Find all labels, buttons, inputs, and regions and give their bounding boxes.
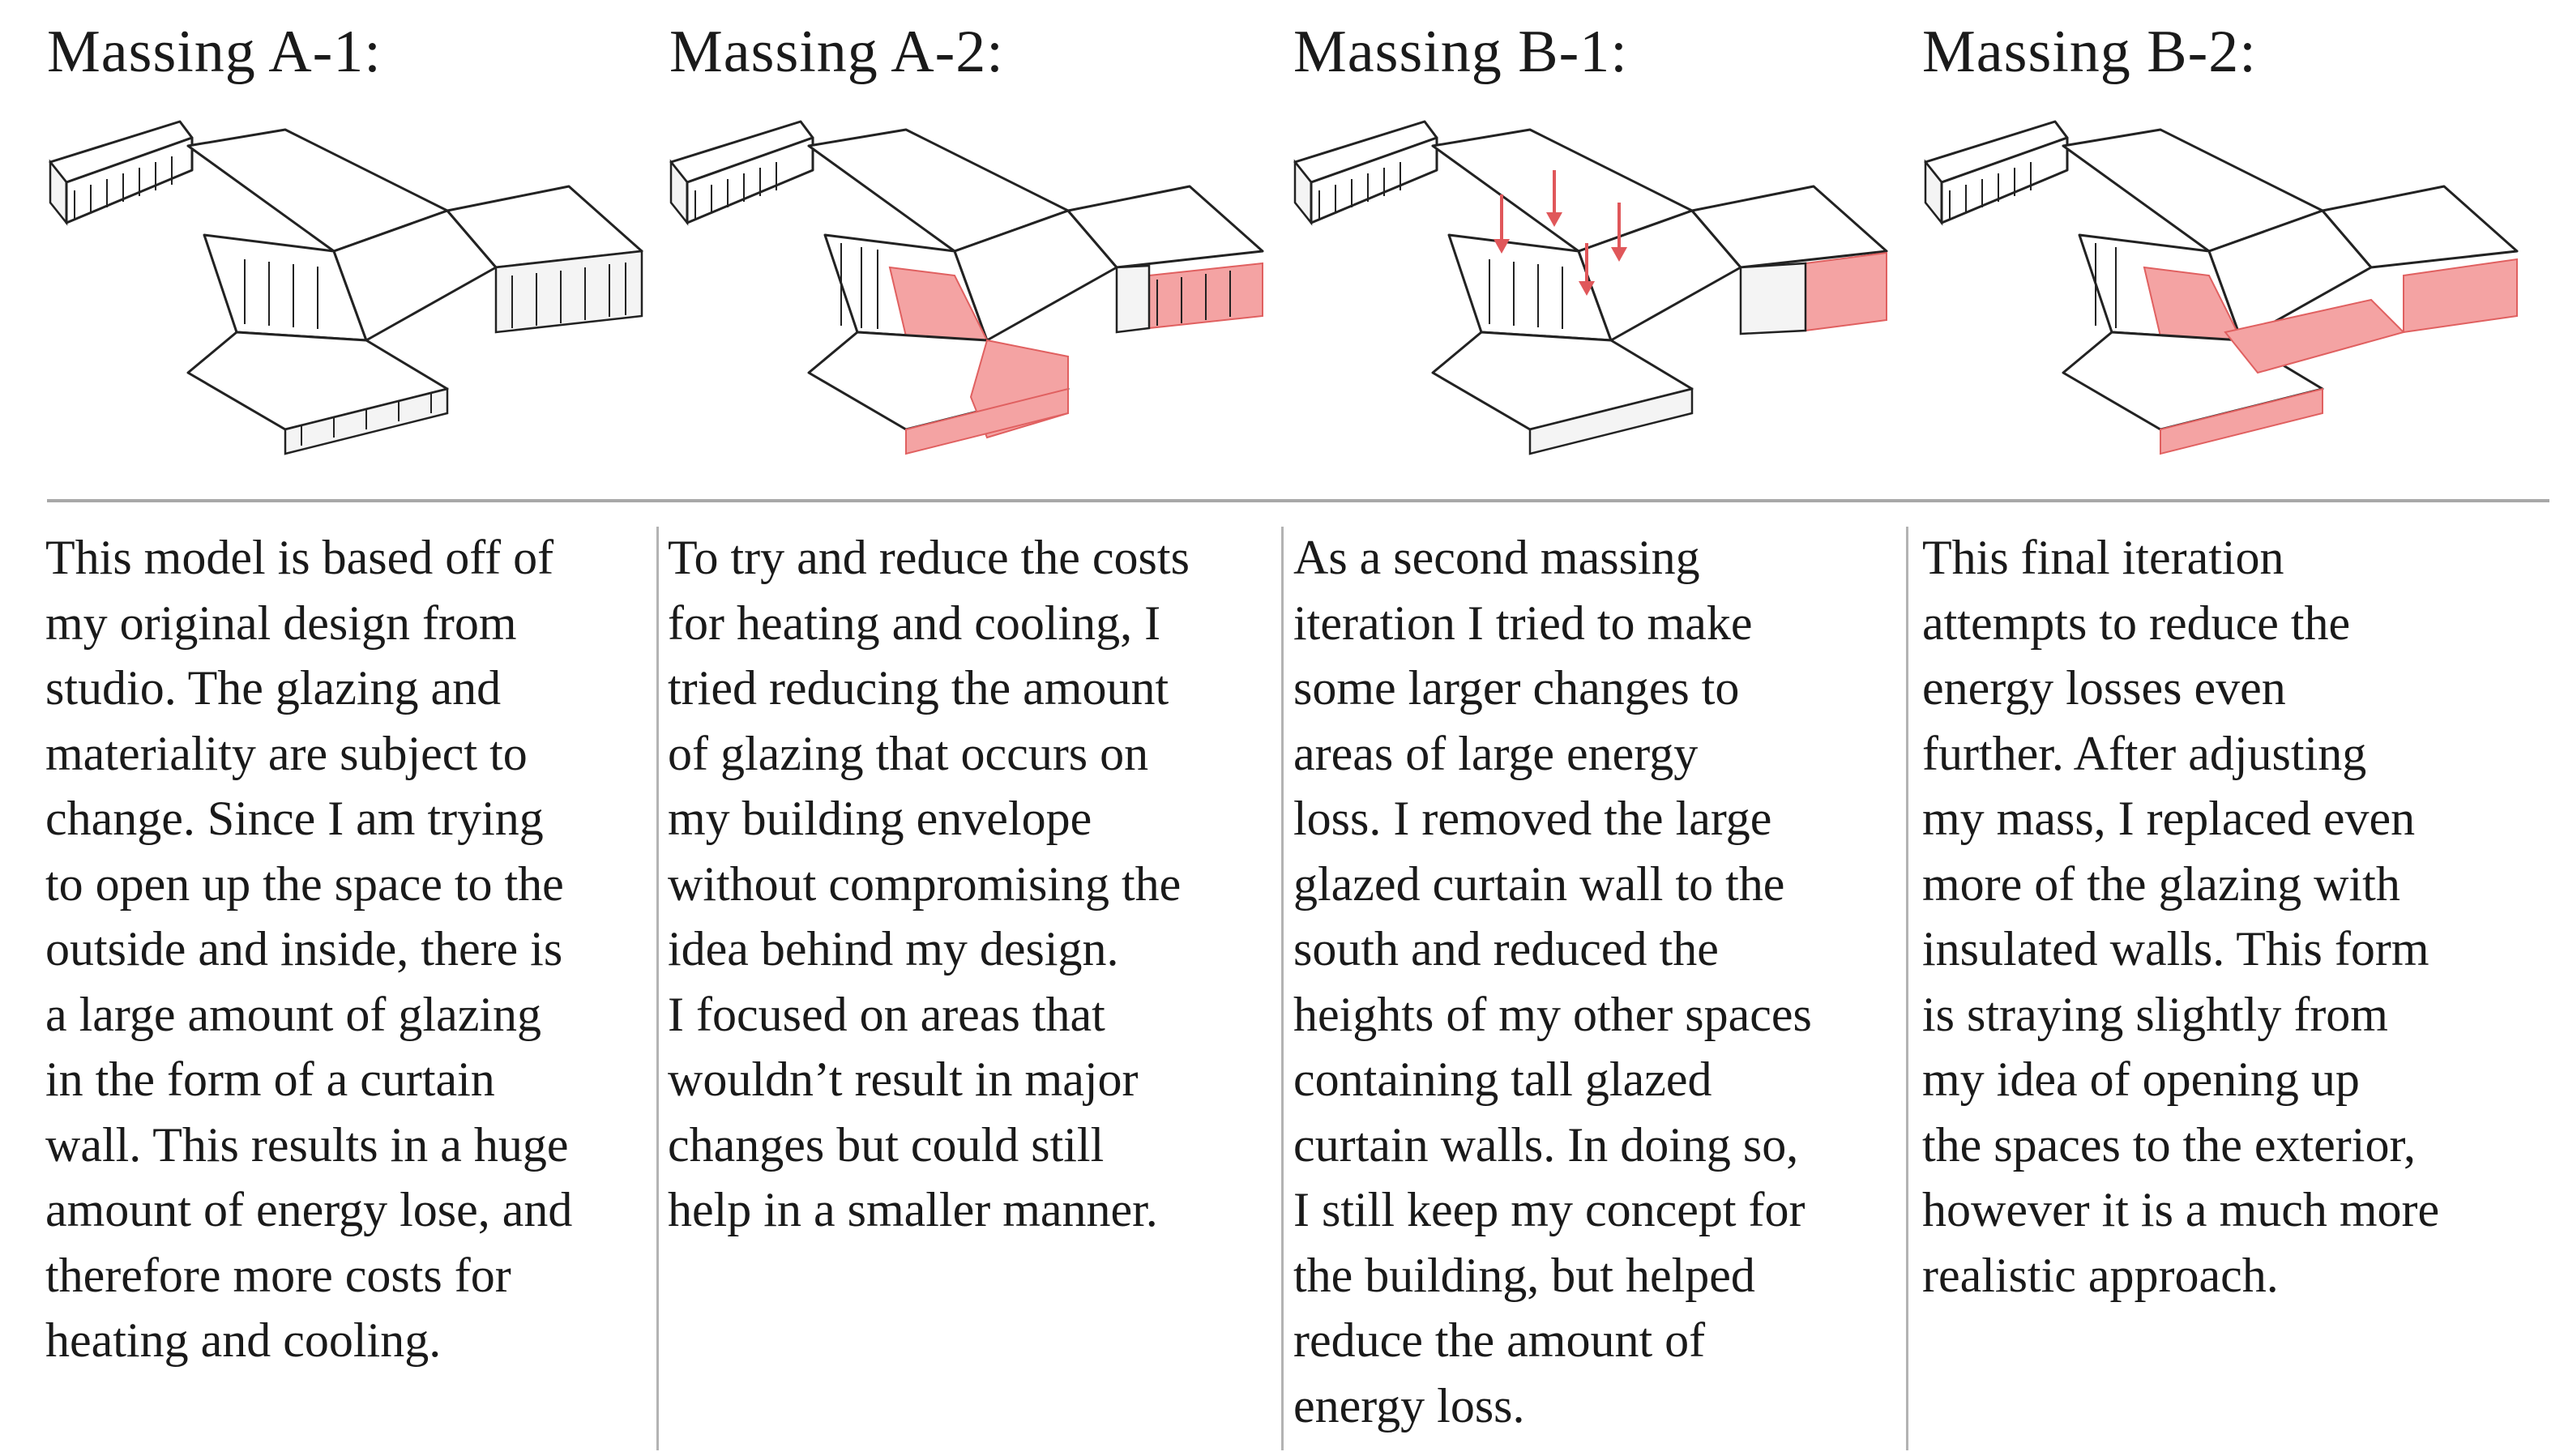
column-divider [1281, 527, 1284, 1450]
text-line: my mass, I replaced even [1922, 792, 2416, 845]
text-line: help in a smaller manner. [668, 1183, 1158, 1236]
panel-title-b2: Massing B-2: [1922, 19, 2257, 85]
building-model [671, 122, 1263, 454]
massing-a1-drawing [42, 113, 658, 462]
text-line: the spaces to the exterior, [1922, 1117, 2417, 1172]
text-line: materiality are subject to [45, 726, 528, 780]
text-line: attempts to reduce the [1922, 596, 2351, 650]
description-a1 [45, 525, 645, 1373]
panel-title-a1: Massing A-1: [47, 19, 382, 85]
text-line: change. Since I am trying [45, 792, 544, 845]
text-line: energy losses even [1922, 661, 2286, 715]
text-line: heights of my other spaces [1293, 987, 1812, 1041]
text-line: more of the glazing with [1922, 856, 2400, 911]
text-line: reduce the amount of [1293, 1313, 1706, 1367]
description-b1 [1293, 525, 1893, 1438]
text-line: loss. I removed the large [1293, 792, 1772, 845]
text-line: without compromising the [668, 856, 1182, 911]
text-line: iteration I tried to make [1293, 596, 1753, 650]
text-line: the building, but helped [1293, 1248, 1755, 1302]
text-line: south and reduced the [1293, 922, 1719, 976]
text-line: I still keep my concept for [1293, 1183, 1805, 1236]
text-line: amount of energy lose, and [45, 1183, 573, 1236]
building-model [50, 122, 642, 454]
horizontal-divider [47, 499, 2549, 502]
panel-title-a2: Massing A-2: [669, 19, 1004, 85]
description-a2 [668, 525, 1267, 1243]
text-line: realistic approach. [1922, 1248, 2279, 1302]
text-line: studio. The glazing and [45, 661, 502, 715]
text-line: to open up the space to the [45, 856, 564, 911]
text-line: This final iteration [1922, 531, 2284, 584]
text-line: tried reducing the amount [668, 661, 1169, 715]
text-line: areas of large energy [1293, 726, 1699, 780]
text-line: curtain walls. In doing so, [1293, 1117, 1799, 1172]
text-line: containing tall glazed [1293, 1053, 1712, 1106]
text-line: of glazing that occurs on [668, 726, 1149, 780]
panel-title-b1: Massing B-1: [1293, 19, 1628, 85]
text-line: some larger changes to [1293, 661, 1740, 715]
text-line: in the form of a curtain [45, 1053, 495, 1106]
text-line: changes but could still [668, 1117, 1105, 1172]
building-model [1295, 122, 1887, 454]
column-divider [1906, 527, 1908, 1450]
text-line: further. After adjusting [1922, 726, 2367, 780]
text-line: my original design from [45, 596, 517, 650]
text-line: This model is based off of [45, 531, 554, 584]
text-line: my building envelope [668, 792, 1092, 845]
text-line: glazed curtain wall to the [1293, 856, 1785, 911]
massing-b1-drawing [1287, 113, 1903, 462]
building-model [1925, 122, 2517, 454]
text-line: insulated walls. This form [1922, 922, 2429, 976]
text-line: is straying slightly from [1922, 987, 2388, 1041]
text-line: wall. This results in a huge [45, 1117, 569, 1172]
description-b2 [1922, 525, 2522, 1308]
text-line: heating and cooling. [45, 1313, 442, 1367]
column-divider [656, 527, 659, 1450]
text-line: wouldn’t result in major [668, 1053, 1139, 1106]
text-line: energy loss. [1293, 1378, 1525, 1433]
text-line: outside and inside, there is [45, 922, 563, 976]
text-line: To try and reduce the costs [668, 531, 1190, 584]
text-line: however it is a much more [1922, 1183, 2440, 1236]
text-line: idea behind my design. [668, 922, 1119, 976]
massing-a2-drawing [663, 113, 1279, 462]
text-line: As a second massing [1293, 531, 1700, 584]
text-line: a large amount of glazing [45, 987, 542, 1041]
text-line: my idea of opening up [1922, 1053, 2360, 1106]
text-line: I focused on areas that [668, 987, 1105, 1041]
massing-b2-drawing [1917, 113, 2533, 462]
text-line: for heating and cooling, I [668, 596, 1161, 650]
text-line: therefore more costs for [45, 1248, 511, 1302]
